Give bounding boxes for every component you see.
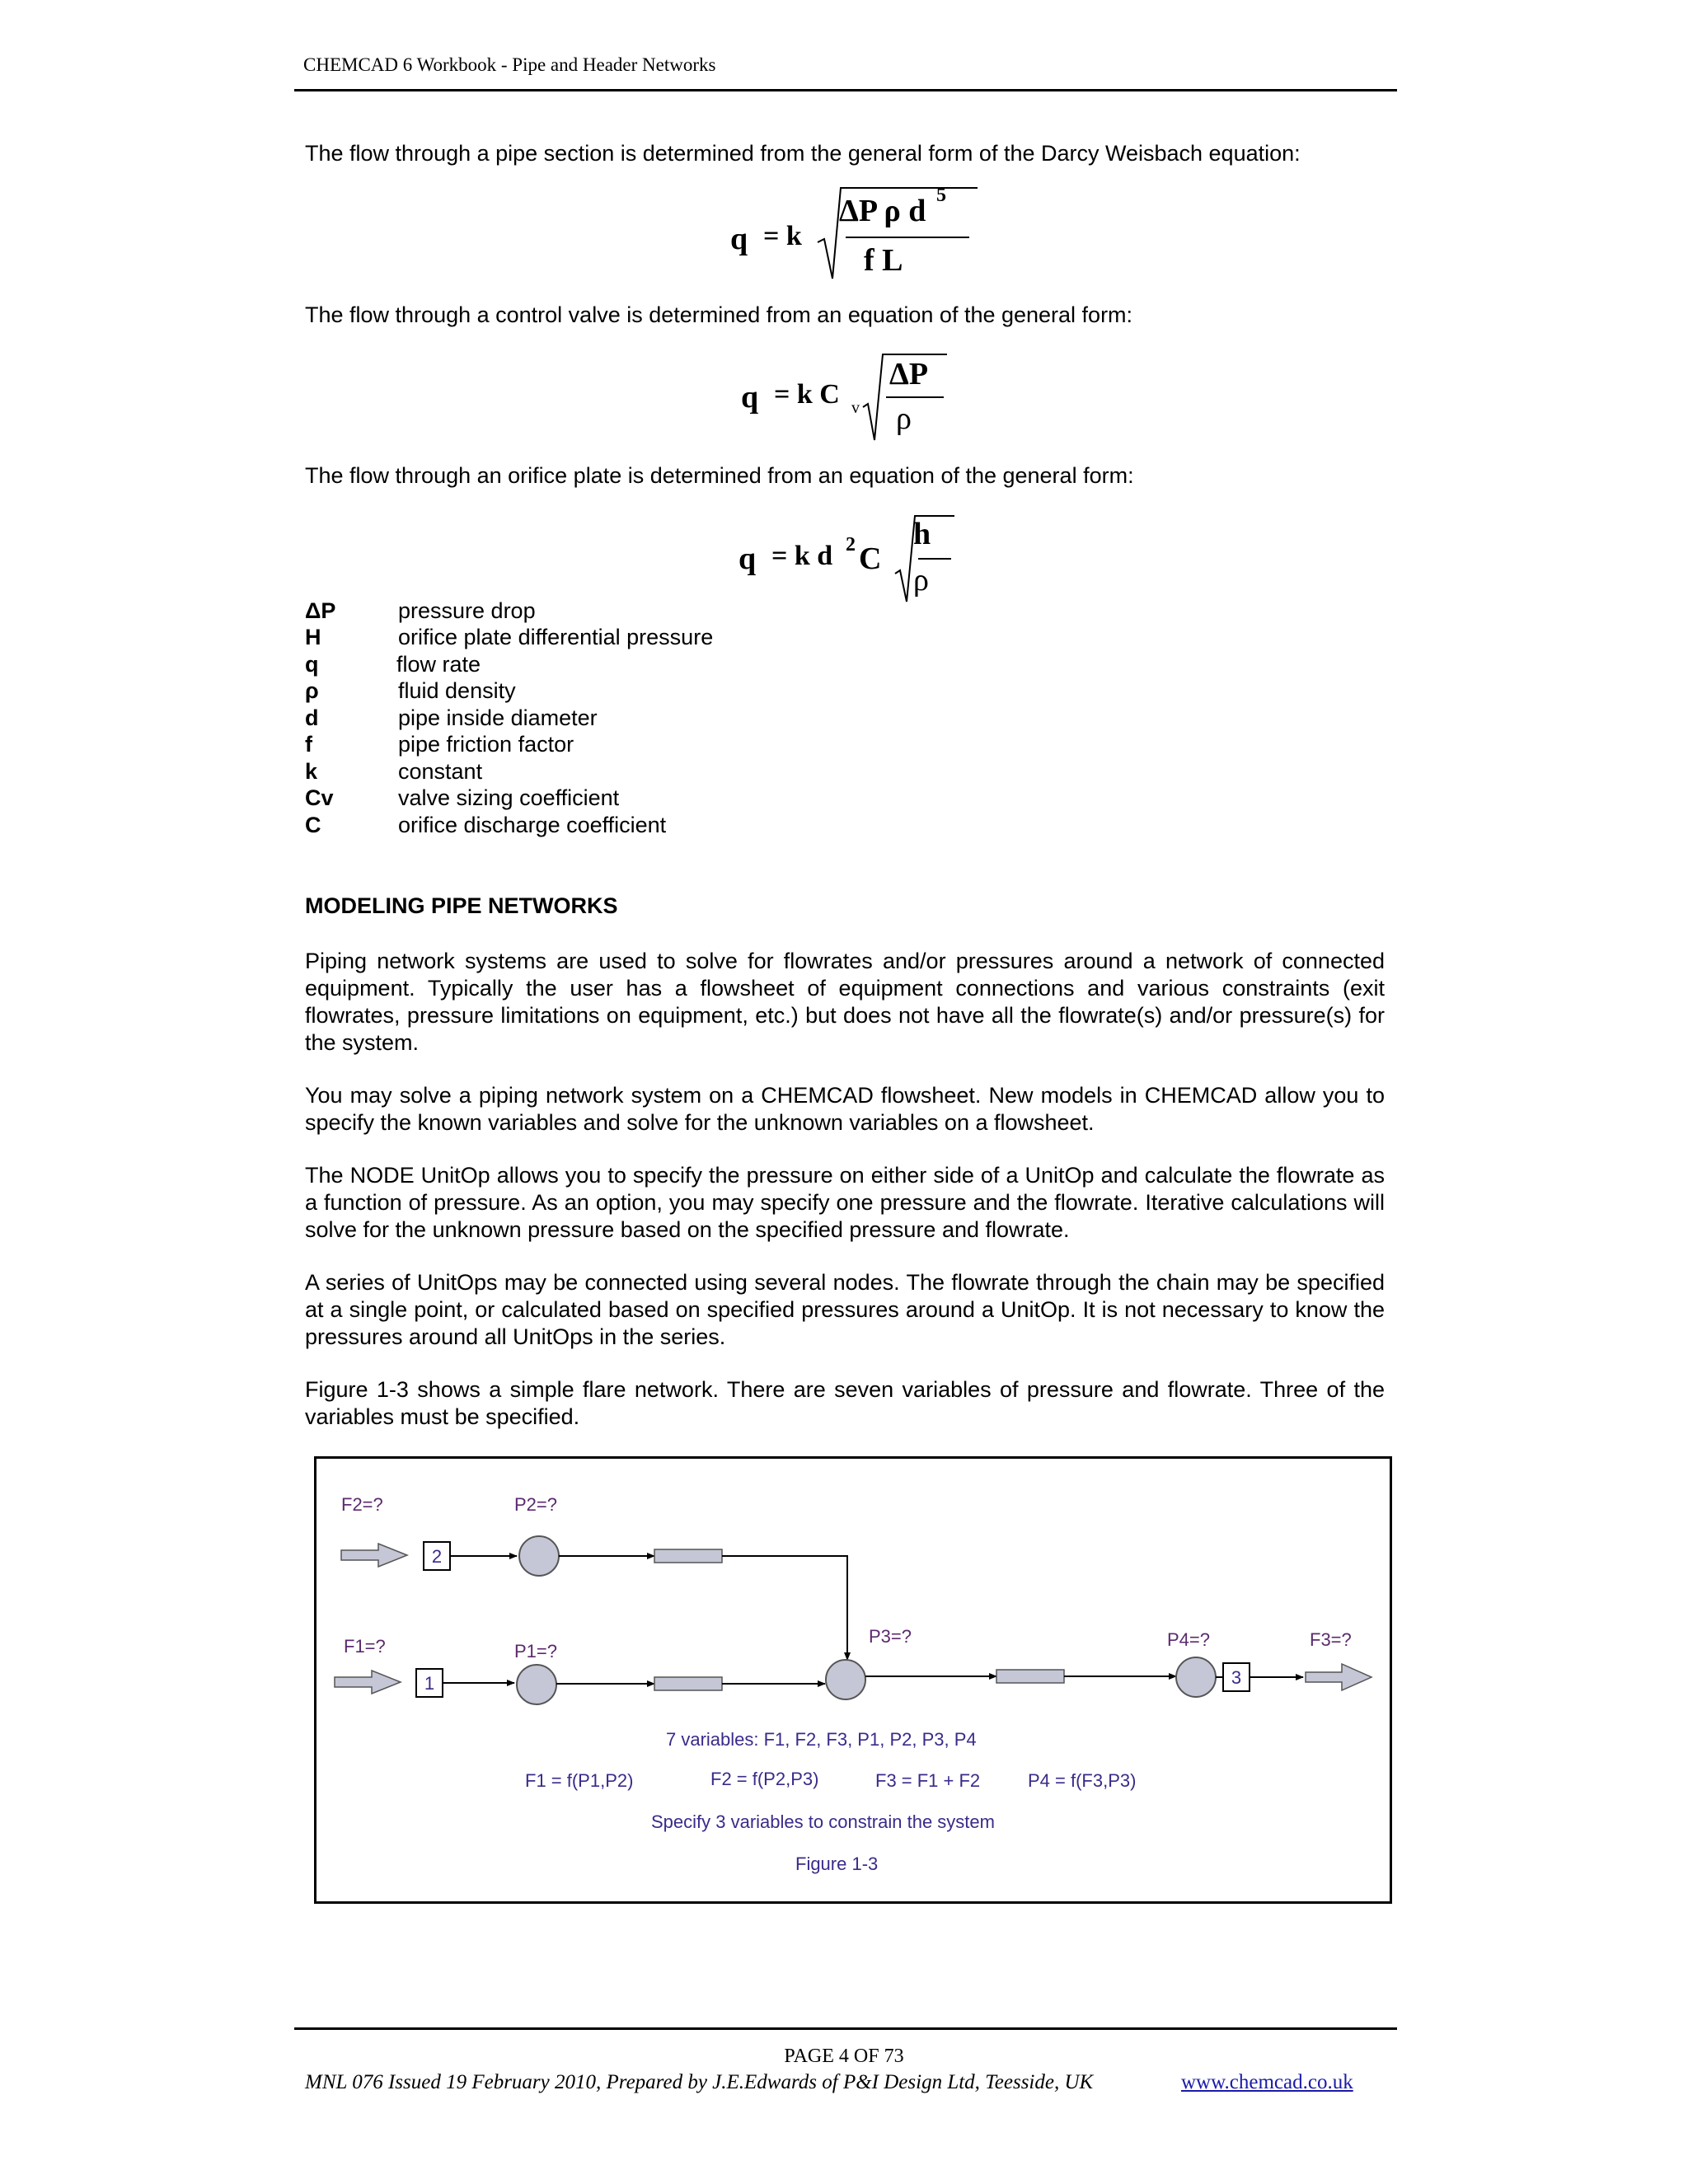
node-2-label: 2 bbox=[431, 1546, 443, 1567]
label-p3: P3=? bbox=[869, 1626, 912, 1647]
feed-arrow-f2 bbox=[341, 1544, 407, 1567]
label-f2: F2=? bbox=[341, 1494, 383, 1515]
paragraph: Piping network systems are used to solve for flowrates and/or pressures around a network of connected equipment. Typically the user has a flowsheet of equipment connections and various constraints (exit flowrates, pressure limitations on equipment, etc.) but does not have all the flowrate(s) and/or pressure(s) for the system. bbox=[305, 949, 1385, 1055]
valve-intro: The flow through a control valve is determined from an equation of the general form: bbox=[305, 302, 1133, 327]
orifice-equation bbox=[734, 508, 956, 607]
legend-symbol: q bbox=[305, 652, 319, 677]
paragraph: Figure 1-3 shows a simple flare network. There are seven variables of pressure and flowrate. Three of the variables must be specified. bbox=[305, 1377, 1385, 1429]
eq-p4: P4 = f(F3,P3) bbox=[1028, 1770, 1137, 1791]
label-f3: F3=? bbox=[1310, 1629, 1352, 1650]
eq2-subscript: v bbox=[851, 399, 860, 417]
footer-rule bbox=[294, 2027, 1397, 2030]
legend-definition: fluid density bbox=[398, 678, 516, 703]
label-p2: P2=? bbox=[514, 1494, 557, 1515]
flowsheet-diagram bbox=[316, 1459, 1390, 1901]
eq3-equals-k-d: = k d bbox=[771, 541, 833, 571]
label-f1: F1=? bbox=[344, 1636, 386, 1657]
legend-symbol: k bbox=[305, 759, 318, 784]
eq-f3: F3 = F1 + F2 bbox=[875, 1770, 981, 1791]
legend-definition: pipe friction factor bbox=[398, 732, 574, 757]
legend-definition: flow rate bbox=[396, 652, 481, 677]
label-p4: P4=? bbox=[1167, 1629, 1210, 1650]
eq2-equals-k-c: = k C bbox=[774, 379, 840, 410]
pipe-top bbox=[654, 1549, 722, 1563]
eq3-c: C bbox=[859, 541, 882, 576]
legend-symbol: C bbox=[305, 813, 321, 837]
node-3-label: 3 bbox=[1231, 1667, 1242, 1688]
eq-f2: F2 = f(P2,P3) bbox=[710, 1769, 819, 1789]
product-arrow-f3 bbox=[1306, 1664, 1372, 1690]
flare-network-figure bbox=[314, 1456, 1392, 1904]
pipe-bottom bbox=[654, 1677, 722, 1690]
eq3-lhs: q bbox=[738, 541, 757, 576]
eq1-numerator: ΔP ρ d bbox=[839, 194, 926, 228]
node-p2 bbox=[519, 1536, 559, 1576]
section-heading: MODELING PIPE NETWORKS bbox=[305, 893, 618, 918]
eq1-denominator: f L bbox=[864, 243, 903, 278]
darcy-equation bbox=[725, 183, 973, 282]
pipe-outlet bbox=[996, 1670, 1064, 1683]
page-number: PAGE 4 OF 73 bbox=[784, 2046, 904, 2067]
paragraph: A series of UnitOps may be connected using several nodes. The flowrate through the chain may be specified at a single point, or calculated based on specified pressures around a UnitOp. It is not necessary to know the pressures around all UnitOps in the series. bbox=[305, 1270, 1385, 1349]
eq2-denominator: ρ bbox=[896, 401, 912, 436]
header-rule bbox=[294, 89, 1397, 91]
legend-symbol: Cv bbox=[305, 785, 334, 810]
eq1-equals-k: = k bbox=[763, 221, 802, 251]
legend-symbol: H bbox=[305, 625, 321, 649]
legend-definition: pressure drop bbox=[398, 598, 536, 623]
legend-symbol: f bbox=[305, 732, 312, 757]
node-1-label: 1 bbox=[424, 1673, 435, 1694]
eq2-lhs: q bbox=[741, 380, 759, 415]
variables-note: 7 variables: F1, F2, F3, P1, P2, P3, P4 bbox=[666, 1729, 977, 1750]
running-header: CHEMCAD 6 Workbook - Pipe and Header Networks bbox=[303, 54, 716, 75]
node-p3 bbox=[826, 1660, 865, 1699]
legend-symbol: ΔP bbox=[305, 598, 336, 623]
legend-symbol: ρ bbox=[305, 678, 319, 703]
legend-definition: orifice plate differential pressure bbox=[398, 625, 714, 649]
eq3-exponent: 2 bbox=[846, 534, 856, 555]
valve-equation bbox=[736, 346, 950, 445]
eq3-denominator: ρ bbox=[913, 563, 929, 598]
website-link[interactable]: www.chemcad.co.uk bbox=[1181, 2071, 1353, 2093]
eq3-numerator: h bbox=[913, 517, 931, 551]
node-p1 bbox=[517, 1665, 556, 1704]
eq1-lhs: q bbox=[730, 222, 748, 256]
darcy-intro: The flow through a pipe section is determined from the general form of the Darcy Weisbach equation: bbox=[305, 141, 1301, 166]
footer-credit: MNL 076 Issued 19 February 2010, Prepared by J.E.Edwards of P&I Design Ltd, Teesside, UK bbox=[305, 2071, 1094, 2093]
specify-note: Specify 3 variables to constrain the system bbox=[651, 1811, 995, 1832]
paragraph: The NODE UnitOp allows you to specify the pressure on either side of a UnitOp and calculate the flowrate as a function of pressure. As an option, you may specify one pressure and the flowrate. Iterative calculations will solve for the unknown pressure based on the specified pressure and flowrate. bbox=[305, 1163, 1385, 1242]
legend-definition: pipe inside diameter bbox=[398, 705, 598, 730]
orifice-intro: The flow through an orifice plate is determined from an equation of the general form: bbox=[305, 463, 1134, 488]
legend-definition: valve sizing coefficient bbox=[398, 785, 620, 810]
eq1-exponent: 5 bbox=[936, 185, 946, 206]
node-p4 bbox=[1176, 1657, 1216, 1697]
eq-f1: F1 = f(P1,P2) bbox=[525, 1770, 634, 1791]
legend-definition: orifice discharge coefficient bbox=[398, 813, 667, 837]
feed-arrow-f1 bbox=[335, 1671, 401, 1694]
legend-symbol: d bbox=[305, 705, 319, 730]
label-p1: P1=? bbox=[514, 1641, 557, 1661]
figure-caption: Figure 1-3 bbox=[795, 1854, 879, 1874]
legend-definition: constant bbox=[398, 759, 483, 784]
paragraph: You may solve a piping network system on a CHEMCAD flowsheet. New models in CHEMCAD allow you to specify the known variables and solve for the unknown variables on a flowsheet. bbox=[305, 1083, 1385, 1135]
eq2-numerator: ΔP bbox=[889, 357, 929, 391]
